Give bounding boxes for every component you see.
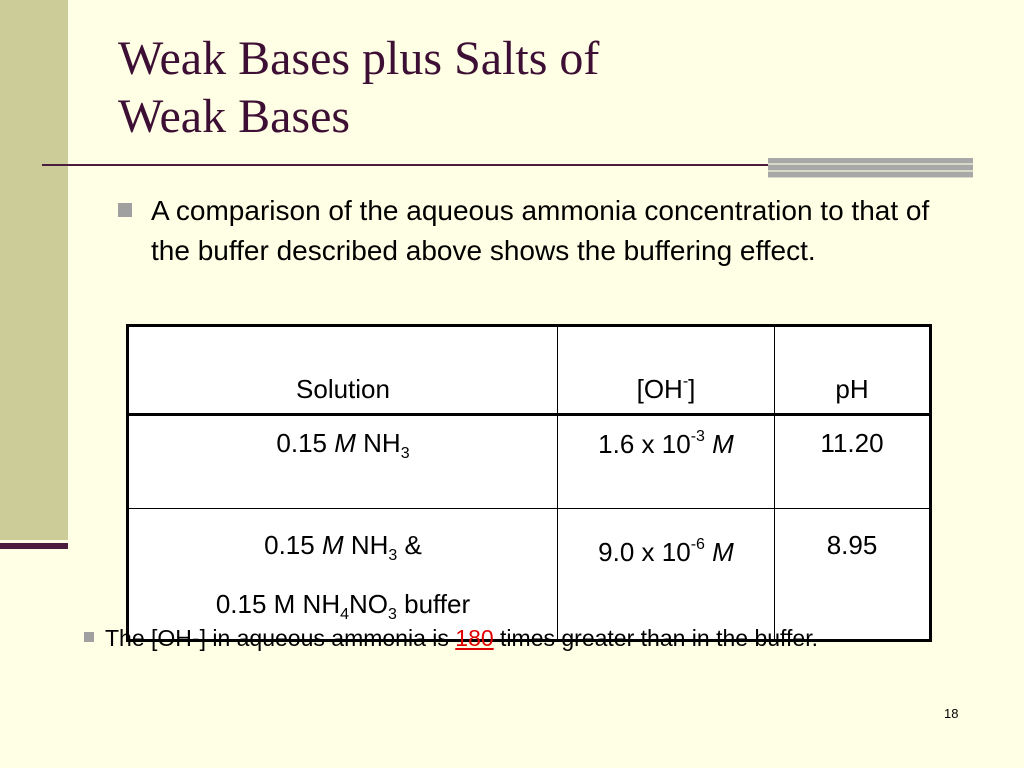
header-ph: pH <box>775 326 931 415</box>
title-divider <box>42 164 778 166</box>
bullet-conclusion-text <box>105 622 818 654</box>
cell-subscript: 4 <box>340 606 349 623</box>
cell-oh <box>558 509 775 641</box>
cell-text: NO <box>349 589 388 619</box>
cell-text: 1.6 x 10 <box>598 429 691 459</box>
cell-subscript: 3 <box>388 606 397 623</box>
slide-title <box>118 30 599 146</box>
cell-text: NH <box>343 530 389 560</box>
conclusion-prefix: The [OH-] in aqueous ammonia is <box>105 625 456 651</box>
header-solution: Solution <box>128 326 558 415</box>
left-bar-accent <box>0 543 68 549</box>
conclusion-suffix: times greater than in the buffer. <box>493 625 818 651</box>
header-oh <box>558 326 775 415</box>
cell-exponent: -3 <box>690 428 705 445</box>
slide-number: 18 <box>944 706 959 721</box>
cell-ph: 11.20 <box>775 415 931 509</box>
comparison-table <box>126 324 932 642</box>
cell-text: 9.0 x 10 <box>598 537 691 567</box>
left-decorative-bar <box>0 0 68 540</box>
cell-exponent: -6 <box>690 536 705 553</box>
table-header-row <box>128 326 931 415</box>
square-bullet-icon <box>84 632 94 642</box>
cell-solution <box>128 509 558 641</box>
highlight-value: 180 <box>455 625 494 651</box>
cell-text: & <box>397 530 422 560</box>
square-bullet-icon <box>118 203 132 217</box>
title-line-2: Weak Bases <box>118 90 351 143</box>
title-line-1: Weak Bases plus Salts of <box>118 32 600 85</box>
table-row <box>128 415 931 509</box>
table-row <box>128 509 931 641</box>
cell-line <box>129 521 557 580</box>
cell-italic-unit: M <box>712 537 734 567</box>
title-divider-accent <box>768 158 973 178</box>
header-oh-text: [OH <box>636 374 683 404</box>
cell-oh <box>558 415 775 509</box>
cell-text: buffer <box>396 589 471 619</box>
cell-italic-unit: M <box>334 428 356 458</box>
header-oh-superscript: - <box>682 373 689 390</box>
cell-text: 0.15 M NH <box>215 589 341 619</box>
cell-subscript: 3 <box>400 445 410 462</box>
bullet-comparison-text: A comparison of the aqueous ammonia concentration to that of the buffer described above shows the buffering effect. <box>151 195 930 266</box>
bullet-comparison <box>118 191 978 271</box>
cell-solution <box>128 415 558 509</box>
cell-text: 0.15 <box>276 428 335 458</box>
cell-text: NH <box>355 428 401 458</box>
cell-italic-unit: M <box>321 530 344 560</box>
header-oh-bracket: ] <box>688 374 696 404</box>
cell-text: 0.15 <box>264 530 322 560</box>
cell-ph: 8.95 <box>775 509 931 641</box>
bullet-conclusion <box>84 622 818 654</box>
cell-italic-unit: M <box>712 429 734 459</box>
cell-subscript: 3 <box>388 547 398 564</box>
